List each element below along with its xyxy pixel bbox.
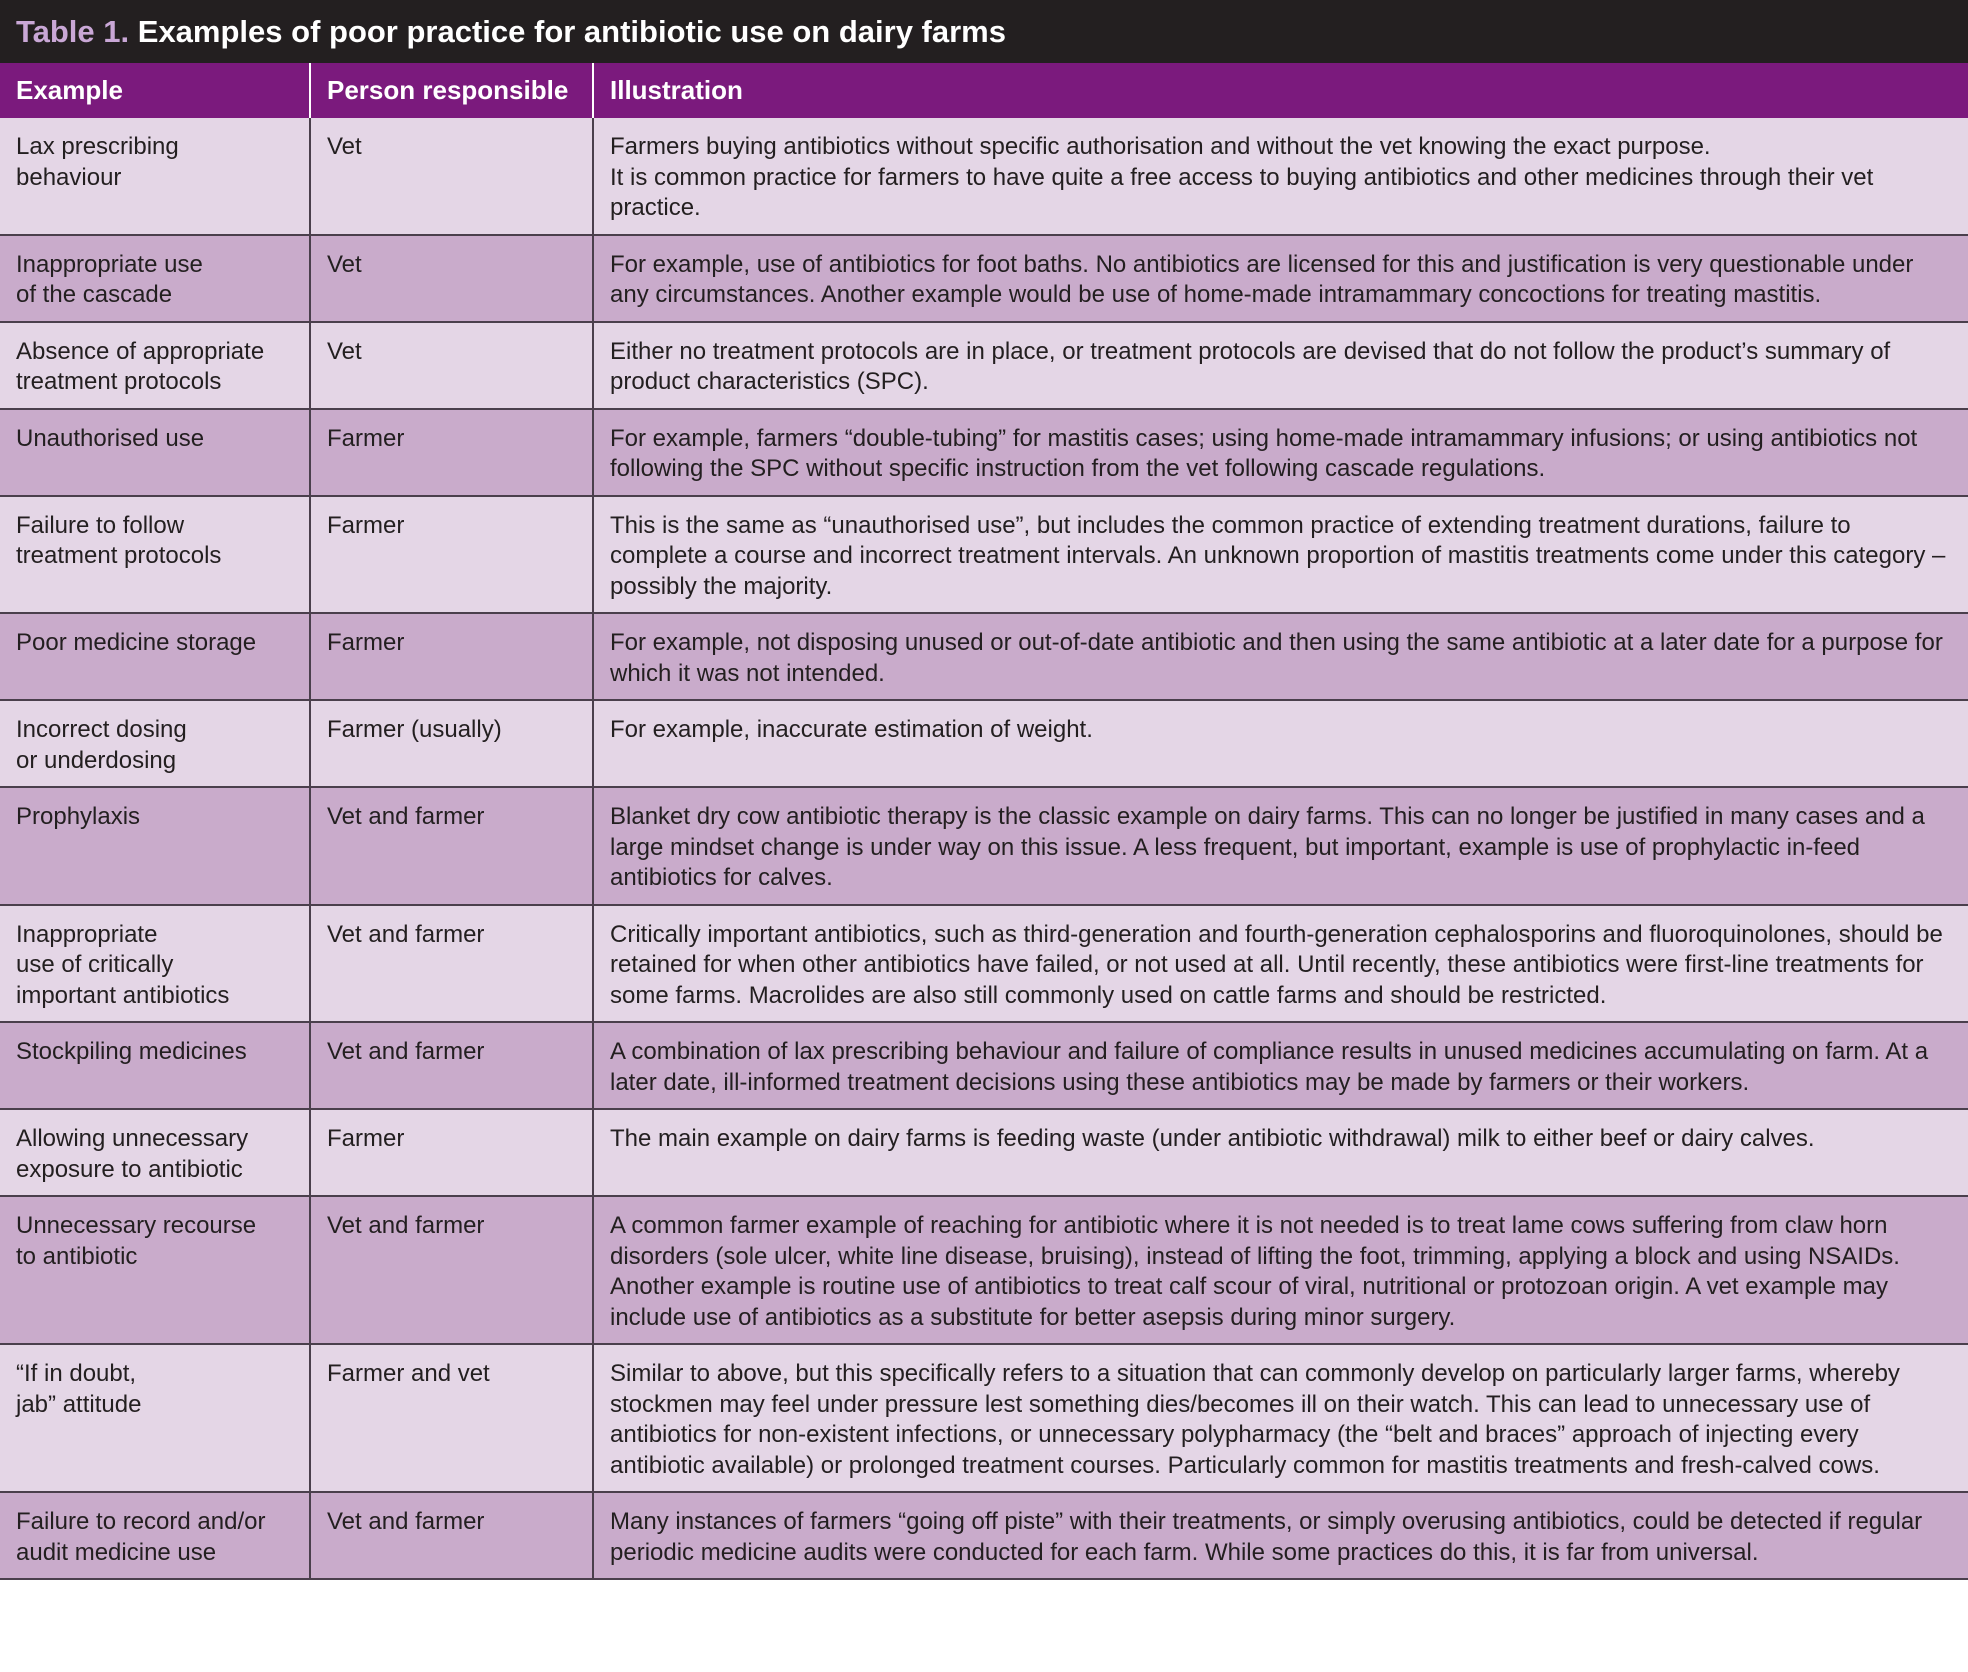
person-cell: Farmer and vet: [310, 1344, 593, 1492]
illustration-cell: A common farmer example of reaching for antibiotic where it is not needed is to treat lame cows suffering from claw horn disorders (sole ulcer, white line disease, bruising), instead of lifting the foot, trimming, applying a block and using NSAIDs. Another example is routine use of antibiotics to treat calf scour of viral, nutritional or protozoan origin. A vet example may include use of antibiotics as a substitute for better asepsis during minor surgery.: [593, 1196, 1968, 1344]
table-row: [0, 905, 1968, 1023]
illustration-cell: Similar to above, but this specifically refers to a situation that can commonly develop on particularly larger farms, whereby stockmen may feel under pressure lest something dies/becomes ill on their watch. This can lead to unnecessary use of antibiotics for non-existent infections, or unnecessary polypharmacy (the “belt and braces” approach of injecting every antibiotic available) or prolonged treatment courses. Particularly common for mastitis treatments and fresh-calved cows.: [593, 1344, 1968, 1492]
illustration-cell: For example, farmers “double-tubing” for mastitis cases; using home-made intramammary infusions; or using antibiotics not following the SPC without specific instruction from the vet following cascade regulations.: [593, 409, 1968, 496]
table-number: Table 1.: [16, 14, 130, 49]
person-cell: Vet and farmer: [310, 1492, 593, 1579]
table-row: [0, 118, 1968, 235]
header-row: [0, 63, 1968, 118]
table-body: [0, 118, 1968, 1579]
illustration-cell: For example, not disposing unused or out-of-date antibiotic and then using the same antibiotic at a later date for a purpose for which it was not intended.: [593, 613, 1968, 700]
person-cell: Vet and farmer: [310, 1196, 593, 1344]
person-cell: Vet: [310, 118, 593, 235]
illustration-cell: Critically important antibiotics, such as third-generation and fourth-generation cephalosporins and fluoroquinolones, should be retained for when other antibiotics have failed, or not used at all. Until recently, these antibiotics were first-line treatments for some farms. Macrolides are also still commonly used on cattle farms and should be restricted.: [593, 905, 1968, 1023]
table-row: [0, 235, 1968, 322]
illustration-cell: For example, use of antibiotics for foot baths. No antibiotics are licensed for this and justification is very questionable under any circumstances. Another example would be use of home-made intramammary concoctions for treating mastitis.: [593, 235, 1968, 322]
table-row: [0, 1109, 1968, 1196]
table-row: [0, 700, 1968, 787]
illustration-cell: Many instances of farmers “going off piste” with their treatments, or simply overusing antibiotics, could be detected if regular periodic medicine audits were conducted for each farm. While some practices do this, it is far from universal.: [593, 1492, 1968, 1579]
illustration-cell: Blanket dry cow antibiotic therapy is the classic example on dairy farms. This can no longer be justified in many cases and a large mindset change is under way on this issue. A less frequent, but important, example is use of prophylactic in-feed antibiotics for calves.: [593, 787, 1968, 905]
illustration-cell: For example, inaccurate estimation of weight.: [593, 700, 1968, 787]
table-row: [0, 613, 1968, 700]
example-cell: Inappropriate use of the cascade: [0, 235, 310, 322]
table-row: [0, 409, 1968, 496]
illustration-cell: Farmers buying antibiotics without specific authorisation and without the vet knowing the exact purpose. It is common practice for farmers to have quite a free access to buying antibiotics and other medicines through their vet practice.: [593, 118, 1968, 235]
table-row: [0, 787, 1968, 905]
column-header-illustration: Illustration: [593, 63, 1968, 118]
table-row: [0, 496, 1968, 614]
illustration-cell: The main example on dairy farms is feeding waste (under antibiotic withdrawal) milk to either beef or dairy calves.: [593, 1109, 1968, 1196]
person-cell: Vet and farmer: [310, 1022, 593, 1109]
example-cell: Unnecessary recourse to antibiotic: [0, 1196, 310, 1344]
person-cell: Vet: [310, 235, 593, 322]
table-row: [0, 1022, 1968, 1109]
table-header: [0, 63, 1968, 118]
illustration-cell: A combination of lax prescribing behaviour and failure of compliance results in unused medicines accumulating on farm. At a later date, ill-informed treatment decisions using these antibiotics may be made by farmers or their workers.: [593, 1022, 1968, 1109]
example-cell: Failure to record and/or audit medicine use: [0, 1492, 310, 1579]
example-cell: Prophylaxis: [0, 787, 310, 905]
person-cell: Vet: [310, 322, 593, 409]
example-cell: Allowing unnecessary exposure to antibiotic: [0, 1109, 310, 1196]
example-cell: Inappropriate use of critically important antibiotics: [0, 905, 310, 1023]
table-row: [0, 1196, 1968, 1344]
table-row: [0, 1344, 1968, 1492]
example-cell: Failure to follow treatment protocols: [0, 496, 310, 614]
person-cell: Farmer: [310, 496, 593, 614]
table-title: [0, 0, 1968, 63]
example-cell: Stockpiling medicines: [0, 1022, 310, 1109]
person-cell: Farmer: [310, 613, 593, 700]
person-cell: Farmer: [310, 1109, 593, 1196]
example-cell: Absence of appropriate treatment protocols: [0, 322, 310, 409]
table-row: [0, 322, 1968, 409]
person-cell: Vet and farmer: [310, 905, 593, 1023]
practice-table: [0, 63, 1968, 1580]
illustration-cell: This is the same as “unauthorised use”, but includes the common practice of extending treatment durations, failure to complete a course and incorrect treatment intervals. An unknown proportion of mastitis treatments come under this category – possibly the majority.: [593, 496, 1968, 614]
example-cell: Unauthorised use: [0, 409, 310, 496]
example-cell: “If in doubt, jab” attitude: [0, 1344, 310, 1492]
person-cell: Farmer (usually): [310, 700, 593, 787]
person-cell: Vet and farmer: [310, 787, 593, 905]
column-header-example: Example: [0, 63, 310, 118]
person-cell: Farmer: [310, 409, 593, 496]
example-cell: Poor medicine storage: [0, 613, 310, 700]
table-caption: Examples of poor practice for antibiotic use on dairy farms: [137, 14, 1006, 49]
illustration-cell: Either no treatment protocols are in place, or treatment protocols are devised that do not follow the product’s summary of product characteristics (SPC).: [593, 322, 1968, 409]
example-cell: Incorrect dosing or underdosing: [0, 700, 310, 787]
column-header-person-responsible: Person responsible: [310, 63, 593, 118]
table-row: [0, 1492, 1968, 1579]
example-cell: Lax prescribing behaviour: [0, 118, 310, 235]
